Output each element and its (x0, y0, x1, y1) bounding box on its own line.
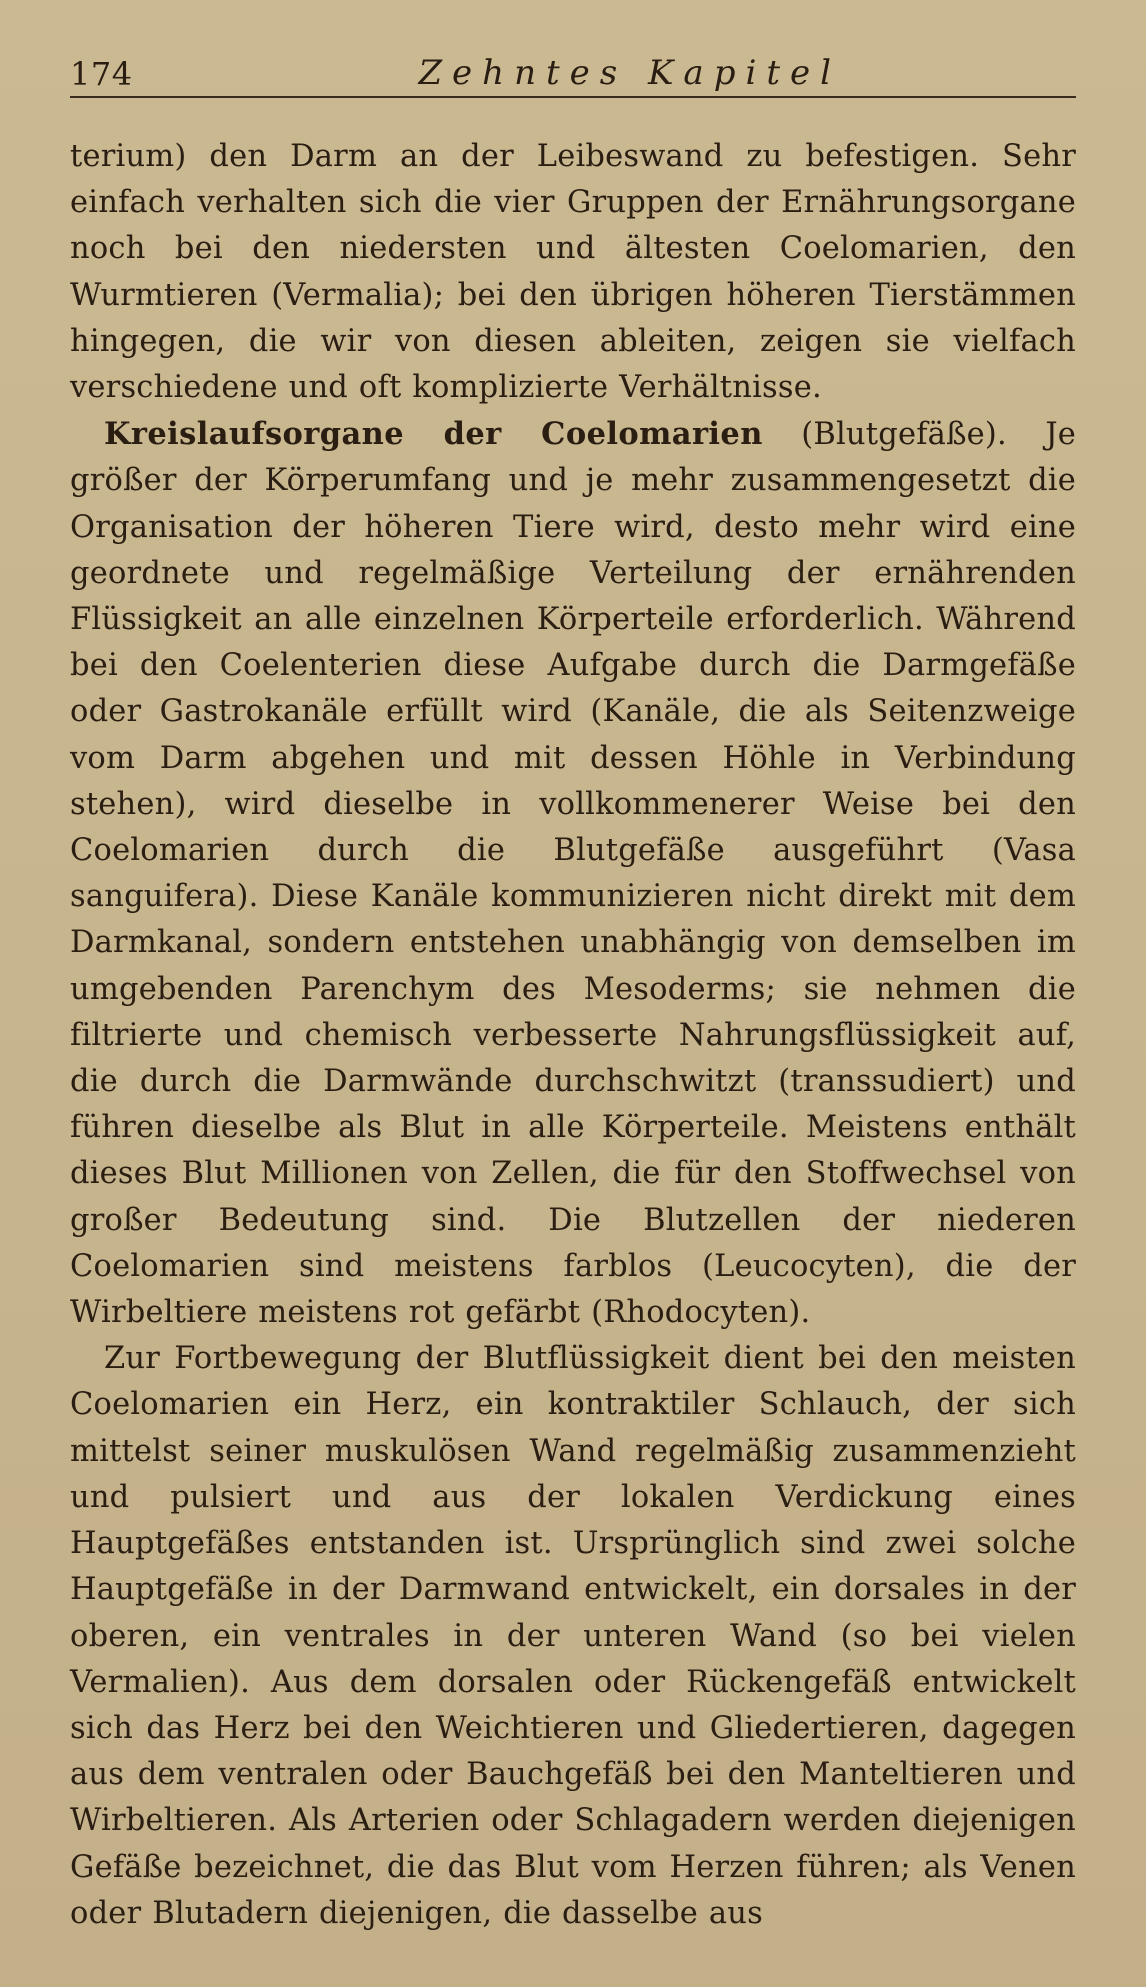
paragraph-heart (70, 1336, 1076, 1937)
section-heading: Kreislaufsorgane der Coelomarien (104, 416, 763, 453)
paragraph-intro-text: terium) den Darm an der Leibeswand zu befestigen. Sehr einfach verhalten sich die vier Gruppen der Ernährungsorgane noch bei den niedersten und ältesten Coelomarien, den Wurmtieren (Vermalia); bei den übrigen höheren Tierstämmen hingegen, die wir von diesen ableiten, zeigen sie vielfach verschiedene und oft komplizierte Verhältnisse. (70, 139, 1076, 406)
paragraph-circulation (70, 411, 1076, 1336)
paragraph-heart-text: Zur Fortbewegung der Blutflüssigkeit dient bei den meisten Coelomarien ein Herz, ein kontraktiler Schlauch, der sich mittelst seiner muskulösen Wand regelmäßig zusammenzieht und pulsiert und aus der lokalen Verdickung eines Hauptgefäßes entstanden ist. Ursprünglich sind zwei solche Hauptgefäße in der Darmwand entwickelt, ein dorsales in der oberen, ein ventrales in der unteren Wand (so bei vielen Vermalien). Aus dem dorsalen oder Rückengefäß entwickelt sich das Herz bei den Weichtieren und Gliedertieren, dagegen aus dem ventralen oder Bauchgefäß bei den Manteltieren und Wirbeltieren. Als Arterien oder Schlagadern werden diejenigen Gefäße bezeichnet, die das Blut vom Herzen führen; als Venen oder Blutadern diejenigen, die dasselbe aus (70, 1341, 1076, 1931)
paragraph-intro (70, 134, 1076, 411)
running-header (70, 40, 1076, 98)
paragraph-circulation-text: (Blutgefäße). Je größer der Körperumfang und je mehr zusammengesetzt die Organisation der höheren Tiere wird, desto mehr wird eine geordnete und regelmäßige Verteilung der ernährenden Flüssigkeit an alle einzelnen Körperteile erforderlich. Während bei den Coelenterien diese Aufgabe durch die Darmgefäße oder Gastrokanäle erfüllt wird (Kanäle, die als Seitenzweige vom Darm abgehen und mit dessen Höhle in Verbindung stehen), wird dieselbe in vollkommenerer Weise bei den Coelomarien durch die Blutgefäße ausgeführt (Vasa sanguifera). Diese Kanäle kommunizieren nicht direkt mit dem Darmkanal, sondern entstehen unabhängig von demselben im umgebenden Parenchym des Mesoderms; sie nehmen die filtrierte und chemisch verbesserte Nahrungsflüssigkeit auf, die durch die Darmwände durchschwitzt (transsudiert) und führen dieselbe als Blut in alle Körperteile. Meistens enthält dieses Blut Millionen von Zellen, die für den Stoffwechsel von großer Bedeutung sind. Die Blutzellen der niederen Coelomarien sind meistens farblos (Leucocyten), die der Wirbeltiere meistens rot gefärbt (Rhodocyten). (70, 417, 1076, 1331)
chapter-title: Zehntes Kapitel (418, 53, 841, 93)
page-number: 174 (70, 55, 133, 93)
body-text (70, 134, 1076, 1937)
